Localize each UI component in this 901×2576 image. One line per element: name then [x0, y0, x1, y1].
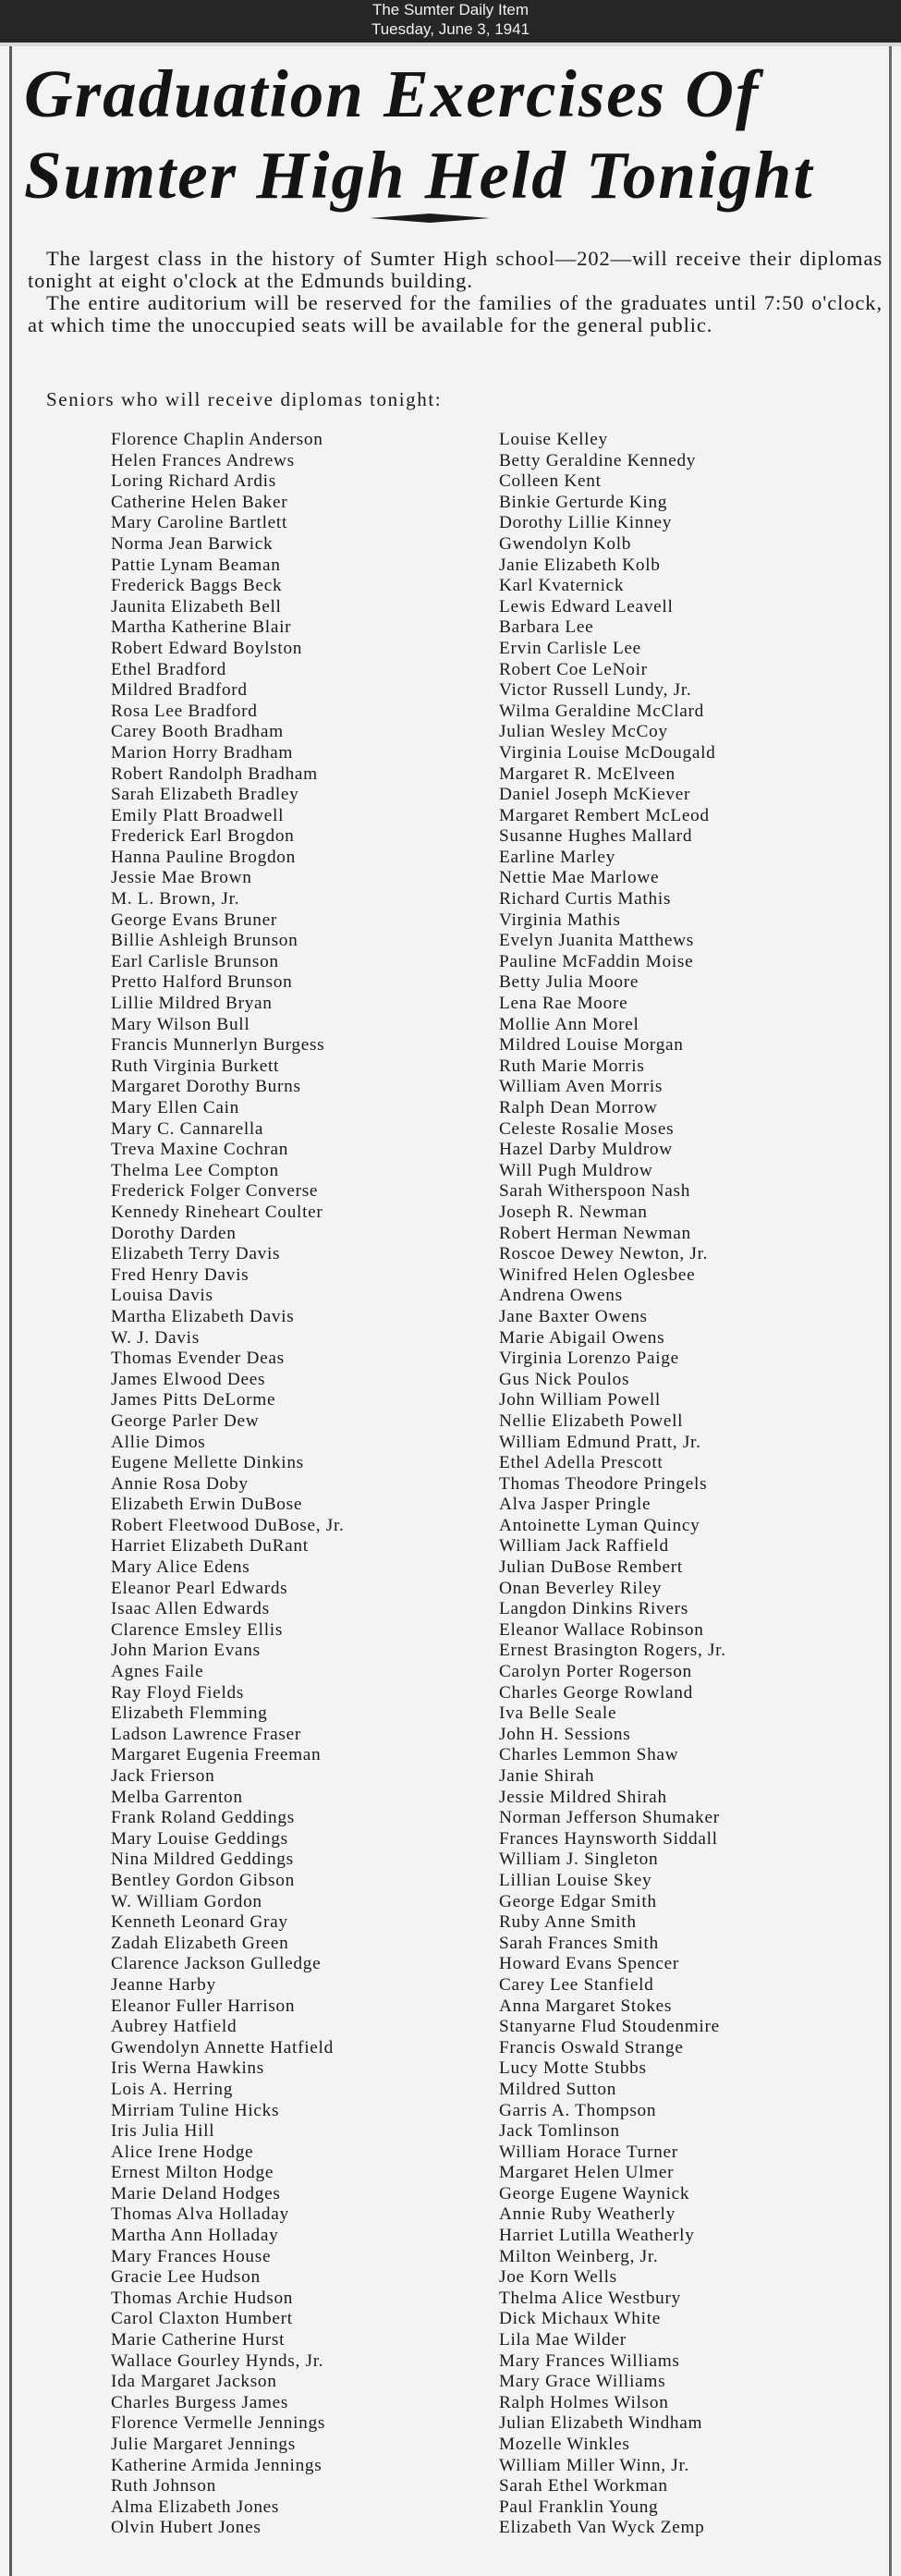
senior-name: Margaret Eugenia Freeman — [111, 1745, 322, 1765]
seniors-list-column-2 — [499, 430, 726, 2539]
senior-name: Louisa Davis — [111, 1286, 213, 1306]
senior-name: Robert Randolph Bradham — [111, 763, 318, 784]
senior-name: Dorothy Lillie Kinney — [499, 513, 673, 533]
senior-name: Alma Elizabeth Jones — [111, 2497, 280, 2517]
senior-name: Binkie Gerturde King — [499, 492, 668, 512]
senior-name: Thelma Alice Westbury — [499, 2288, 681, 2308]
senior-name: Colleen Kent — [499, 471, 602, 492]
senior-name: Margaret Helen Ulmer — [499, 2163, 675, 2183]
senior-name: Mildred Bradford — [111, 680, 248, 701]
senior-name: Milton Weinberg, Jr. — [499, 2246, 659, 2266]
senior-name: Ladson Lawrence Fraser — [111, 1724, 301, 1744]
senior-name: Pauline McFaddin Moise — [499, 951, 694, 971]
senior-name: Florence Vermelle Jennings — [111, 2413, 326, 2434]
senior-name: Fred Henry Davis — [111, 1264, 250, 1285]
senior-name: Frances Haynsworth Siddall — [499, 1828, 718, 1849]
right-column-rule — [889, 46, 892, 2576]
senior-name: Bentley Gordon Gibson — [111, 1870, 295, 1890]
senior-name: Francis Oswald Strange — [499, 2037, 684, 2057]
senior-name: Ruby Anne Smith — [499, 1912, 637, 1933]
senior-name: Marie Deland Hodges — [111, 2183, 281, 2204]
senior-name: Janie Shirah — [499, 1766, 595, 1786]
intro-paragraph-2: The entire auditorium will be reserved for the families of the graduates until 7:50 o'clock, at which time the unoccupied seats will be available for the general public. — [28, 291, 883, 336]
newspaper-clipping — [0, 46, 901, 2576]
senior-name: Wilma Geraldine McClard — [499, 701, 704, 721]
senior-name: William Aven Morris — [499, 1077, 664, 1097]
senior-name: Eleanor Wallace Robinson — [499, 1619, 704, 1640]
senior-name: Mary Caroline Bartlett — [111, 513, 288, 533]
senior-name: William Jack Raffield — [499, 1536, 669, 1557]
publication-header — [0, 0, 901, 43]
senior-name: Winifred Helen Oglesbee — [499, 1264, 696, 1285]
senior-name: Carol Claxton Humbert — [111, 2309, 293, 2329]
senior-name: Thomas Archie Hudson — [111, 2288, 294, 2308]
senior-name: Pretto Halford Brunson — [111, 972, 293, 993]
senior-name: Howard Evans Spencer — [499, 1954, 679, 1974]
senior-name: Charles Burgess James — [111, 2392, 289, 2412]
senior-name: Elizabeth Terry Davis — [111, 1244, 281, 1264]
senior-name: Dorothy Darden — [111, 1223, 237, 1243]
senior-name: Emily Platt Broadwell — [111, 805, 285, 825]
senior-name: Ida Margaret Jackson — [111, 2372, 277, 2392]
senior-name: George Edgar Smith — [499, 1891, 657, 1911]
senior-name: Margaret Dorothy Burns — [111, 1077, 301, 1097]
senior-name: Alva Jasper Pringle — [499, 1495, 651, 1515]
senior-name: James Pitts DeLorme — [111, 1390, 276, 1410]
senior-name: Julie Margaret Jennings — [111, 2435, 296, 2454]
senior-name: Betty Julia Moore — [499, 972, 639, 993]
senior-name: Mirriam Tuline Hicks — [111, 2100, 280, 2120]
left-column-rule — [9, 46, 12, 2576]
senior-name: Frederick Baggs Beck — [111, 576, 283, 596]
senior-name: Lillie Mildred Bryan — [111, 994, 273, 1014]
senior-name: Eleanor Fuller Harrison — [111, 1996, 296, 2016]
senior-name: Eugene Mellette Dinkins — [111, 1453, 304, 1473]
senior-name: Garris A. Thompson — [499, 2100, 657, 2120]
senior-name: Mary Frances House — [111, 2246, 272, 2266]
senior-name: Ralph Holmes Wilson — [499, 2392, 669, 2412]
senior-name: Barbara Lee — [499, 617, 594, 638]
senior-name: Helen Frances Andrews — [111, 450, 295, 470]
senior-name: Harriet Lutilla Weatherly — [499, 2226, 695, 2246]
senior-name: Ruth Virginia Burkett — [111, 1056, 280, 1076]
senior-name: Norma Jean Barwick — [111, 533, 274, 554]
senior-name: Sarah Witherspoon Nash — [499, 1181, 691, 1202]
publication-name: The Sumter Daily Item — [371, 1, 530, 18]
senior-name: Loring Richard Ardis — [111, 471, 276, 492]
senior-name: Mary Louise Geddings — [111, 1828, 288, 1849]
senior-name: M. L. Brown, Jr. — [111, 889, 240, 910]
senior-name: Nettie Mae Marlowe — [499, 868, 660, 888]
senior-name: Lewis Edward Leavell — [499, 596, 674, 617]
senior-name: Annie Rosa Doby — [111, 1473, 249, 1494]
senior-name: Gracie Lee Hudson — [111, 2267, 261, 2288]
senior-name: Will Pugh Muldrow — [499, 1160, 653, 1180]
senior-name: Melba Garrenton — [111, 1787, 243, 1807]
seniors-list-intro: Seniors who will receive diplomas tonight: — [46, 388, 443, 410]
senior-name: Lena Rae Moore — [499, 994, 628, 1014]
senior-name: Nina Mildred Geddings — [111, 1850, 294, 1870]
senior-name: Florence Chaplin Anderson — [111, 430, 323, 449]
senior-name: William J. Singleton — [499, 1850, 659, 1870]
senior-name: John Marion Evans — [111, 1641, 261, 1661]
senior-name: Thelma Lee Compton — [111, 1160, 279, 1180]
senior-name: Joseph R. Newman — [499, 1202, 648, 1222]
senior-name: Andrena Owens — [499, 1286, 623, 1306]
senior-name: Robert Fleetwood DuBose, Jr. — [111, 1515, 345, 1535]
senior-name: Nellie Elizabeth Powell — [499, 1410, 684, 1431]
senior-name: Zadah Elizabeth Green — [111, 1933, 289, 1953]
senior-name: Karl Kvaternick — [499, 576, 625, 596]
senior-name: Charles George Rowland — [499, 1682, 693, 1703]
senior-name: Mozelle Winkles — [499, 2435, 630, 2454]
senior-name: John H. Sessions — [499, 1724, 631, 1744]
senior-name: Lois A. Herring — [111, 2079, 234, 2099]
senior-name: Paul Franklin Young — [499, 2497, 659, 2517]
senior-name: Martha Ann Holladay — [111, 2226, 279, 2246]
senior-name: Susanne Hughes Mallard — [499, 826, 693, 847]
senior-name: Antoinette Lyman Quincy — [499, 1515, 700, 1535]
senior-name: Evelyn Juanita Matthews — [499, 931, 695, 951]
senior-name: Hanna Pauline Brogdon — [111, 847, 296, 867]
senior-name: Ruth Johnson — [111, 2476, 216, 2497]
senior-name: Ervin Carlisle Lee — [499, 638, 641, 658]
senior-name: Harriet Elizabeth DuRant — [111, 1536, 309, 1557]
senior-name: Richard Curtis Mathis — [499, 889, 672, 910]
senior-name: Martha Elizabeth Davis — [111, 1306, 295, 1326]
senior-name: Mary Alice Edens — [111, 1557, 250, 1578]
senior-name: Agnes Faile — [111, 1662, 204, 1682]
senior-name: Langdon Dinkins Rivers — [499, 1599, 688, 1619]
senior-name: Earl Carlisle Brunson — [111, 951, 279, 971]
senior-name: Mary Frances Williams — [499, 2350, 680, 2371]
senior-name: Janie Elizabeth Kolb — [499, 555, 661, 575]
senior-name: Jane Baxter Owens — [499, 1306, 648, 1326]
senior-name: William Edmund Pratt, Jr. — [499, 1432, 701, 1452]
senior-name: Pattie Lynam Beaman — [111, 555, 281, 575]
senior-name: Hazel Darby Muldrow — [499, 1140, 673, 1160]
senior-name: Dick Michaux White — [499, 2309, 662, 2329]
senior-name: Thomas Evender Deas — [111, 1349, 285, 1369]
senior-name: Lila Mae Wilder — [499, 2330, 627, 2350]
headline-line-1: Graduation Exercises Of — [24, 56, 761, 131]
senior-name: Jack Tomlinson — [499, 2121, 620, 2142]
senior-name: Iris Julia Hill — [111, 2121, 215, 2142]
senior-name: Lillian Louise Skey — [499, 1870, 652, 1890]
senior-name: W. William Gordon — [111, 1891, 262, 1911]
senior-name: Earline Marley — [499, 847, 615, 867]
senior-name: Jeanne Harby — [111, 1974, 216, 1995]
senior-name: Elizabeth Flemming — [111, 1703, 268, 1724]
senior-name: Elizabeth Erwin DuBose — [111, 1495, 303, 1515]
senior-name: Julian Wesley McCoy — [499, 722, 668, 742]
senior-name: Thomas Alva Holladay — [111, 2204, 289, 2225]
senior-name: Roscoe Dewey Newton, Jr. — [499, 1244, 709, 1264]
senior-name: Ernest Milton Hodge — [111, 2163, 274, 2183]
senior-name: James Elwood Dees — [111, 1369, 266, 1389]
senior-name: William Horace Turner — [499, 2142, 678, 2162]
senior-name: Ernest Brasington Rogers, Jr. — [499, 1641, 726, 1661]
senior-name: Julian Elizabeth Windham — [499, 2413, 703, 2434]
seniors-list-column-1 — [111, 430, 345, 2539]
senior-name: Celeste Rosalie Moses — [499, 1118, 675, 1139]
senior-name: Eleanor Pearl Edwards — [111, 1578, 288, 1598]
senior-name: Marie Catherine Hurst — [111, 2330, 286, 2350]
senior-name: Clarence Jackson Gulledge — [111, 1954, 322, 1974]
senior-name: Charles Lemmon Shaw — [499, 1745, 679, 1765]
senior-name: Jessie Mildred Shirah — [499, 1787, 667, 1807]
senior-name: Ralph Dean Morrow — [499, 1098, 658, 1117]
senior-name: Ray Floyd Fields — [111, 1682, 245, 1703]
senior-name: Robert Coe LeNoir — [499, 659, 648, 679]
senior-name: Mildred Sutton — [499, 2079, 617, 2099]
senior-name: Margaret R. McElveen — [499, 763, 676, 784]
senior-name: Kenneth Leonard Gray — [111, 1912, 288, 1933]
senior-name: Wallace Gourley Hynds, Jr. — [111, 2350, 324, 2371]
senior-name: Mary Ellen Cain — [111, 1098, 240, 1117]
senior-name: Allie Dimos — [111, 1432, 206, 1452]
senior-name: Gus Nick Poulos — [499, 1369, 630, 1389]
senior-name: Iris Werna Hawkins — [111, 2058, 264, 2079]
senior-name: Ruth Marie Morris — [499, 1056, 645, 1076]
senior-name: Isaac Allen Edwards — [111, 1599, 270, 1619]
intro-paragraph-1: The largest class in the history of Sumter High school—202—will receive their diplomas tonight at eight o'clock at the Edmunds building. — [28, 247, 883, 292]
senior-name: Billie Ashleigh Brunson — [111, 931, 298, 951]
senior-name: Clarence Emsley Ellis — [111, 1619, 284, 1640]
senior-name: Sarah Ethel Workman — [499, 2476, 668, 2497]
senior-name: Thomas Theodore Pringels — [499, 1473, 708, 1494]
senior-name: Treva Maxine Cochran — [111, 1140, 289, 1160]
senior-name: Annie Ruby Weatherly — [499, 2204, 676, 2225]
senior-name: George Parler Dew — [111, 1410, 260, 1431]
senior-name: Marie Abigail Owens — [499, 1327, 665, 1348]
senior-name: W. J. Davis — [111, 1327, 200, 1348]
senior-name: Rosa Lee Bradford — [111, 701, 258, 721]
senior-name: Louise Kelley — [499, 430, 608, 449]
senior-name: Victor Russell Lundy, Jr. — [499, 680, 692, 701]
senior-name: Martha Katherine Blair — [111, 617, 292, 638]
senior-name: William Miller Winn, Jr. — [499, 2455, 690, 2475]
senior-name: Jaunita Elizabeth Bell — [111, 596, 282, 617]
senior-name: Mollie Ann Morel — [499, 1014, 639, 1034]
senior-name: George Evans Bruner — [111, 910, 277, 930]
senior-name: Frederick Earl Brogdon — [111, 826, 295, 847]
senior-name: Carolyn Porter Rogerson — [499, 1662, 692, 1682]
senior-name: Robert Edward Boylston — [111, 638, 303, 658]
senior-name: Anna Margaret Stokes — [499, 1996, 673, 2016]
senior-name: Onan Beverley Riley — [499, 1578, 663, 1598]
senior-name: Daniel Joseph McKiever — [499, 785, 691, 805]
senior-name: Lucy Motte Stubbs — [499, 2058, 647, 2079]
senior-name: Katherine Armida Jennings — [111, 2455, 323, 2475]
senior-name: Marion Horry Bradham — [111, 742, 294, 763]
senior-name: Virginia Louise McDougald — [499, 742, 716, 763]
senior-name: Elizabeth Van Wyck Zemp — [499, 2518, 705, 2538]
senior-name: Alice Irene Hodge — [111, 2142, 254, 2162]
senior-name: Mary C. Cannarella — [111, 1118, 264, 1139]
senior-name: Gwendolyn Kolb — [499, 533, 632, 554]
senior-name: Mary Grace Williams — [499, 2372, 666, 2392]
senior-name: Mildred Louise Morgan — [499, 1035, 684, 1056]
senior-name: Stanyarne Flud Stoudenmire — [499, 2017, 720, 2037]
senior-name: Frank Roland Geddings — [111, 1808, 295, 1828]
senior-name: Sarah Elizabeth Bradley — [111, 785, 299, 805]
headline-line-2: Sumter High Held Tonight — [24, 138, 814, 213]
senior-name: Jack Frierson — [111, 1766, 215, 1786]
senior-name: Carey Booth Bradham — [111, 722, 284, 742]
senior-name: Jessie Mae Brown — [111, 868, 252, 888]
senior-name: Joe Korn Wells — [499, 2267, 617, 2288]
senior-name: John William Powell — [499, 1390, 661, 1410]
senior-name: Norman Jefferson Shumaker — [499, 1808, 720, 1828]
senior-name: Margaret Rembert McLeod — [499, 805, 710, 825]
senior-name: Iva Belle Seale — [499, 1703, 617, 1724]
senior-name: Robert Herman Newman — [499, 1223, 691, 1243]
senior-name: George Eugene Waynick — [499, 2183, 690, 2204]
senior-name: Gwendolyn Annette Hatfield — [111, 2037, 334, 2057]
senior-name: Virginia Mathis — [499, 910, 621, 930]
senior-name: Francis Munnerlyn Burgess — [111, 1035, 325, 1056]
senior-name: Julian DuBose Rembert — [499, 1557, 683, 1578]
senior-name: Betty Geraldine Kennedy — [499, 450, 697, 470]
article-intro — [28, 248, 883, 336]
senior-name: Frederick Folger Converse — [111, 1181, 319, 1202]
senior-name: Sarah Frances Smith — [499, 1933, 659, 1953]
senior-name: Mary Wilson Bull — [111, 1014, 250, 1034]
headline — [24, 54, 883, 216]
publication-date: Tuesday, June 3, 1941 — [371, 20, 530, 38]
senior-name: Virginia Lorenzo Paige — [499, 1349, 679, 1369]
senior-name: Olvin Hubert Jones — [111, 2518, 262, 2538]
senior-name: Ethel Adella Prescott — [499, 1453, 664, 1473]
senior-name: Ethel Bradford — [111, 659, 226, 679]
senior-name: Carey Lee Stanfield — [499, 1974, 654, 1995]
senior-name: Catherine Helen Baker — [111, 492, 288, 512]
senior-name: Aubrey Hatfield — [111, 2017, 237, 2037]
senior-name: Kennedy Rineheart Coulter — [111, 1202, 323, 1222]
headline-divider-ornament — [370, 213, 490, 224]
